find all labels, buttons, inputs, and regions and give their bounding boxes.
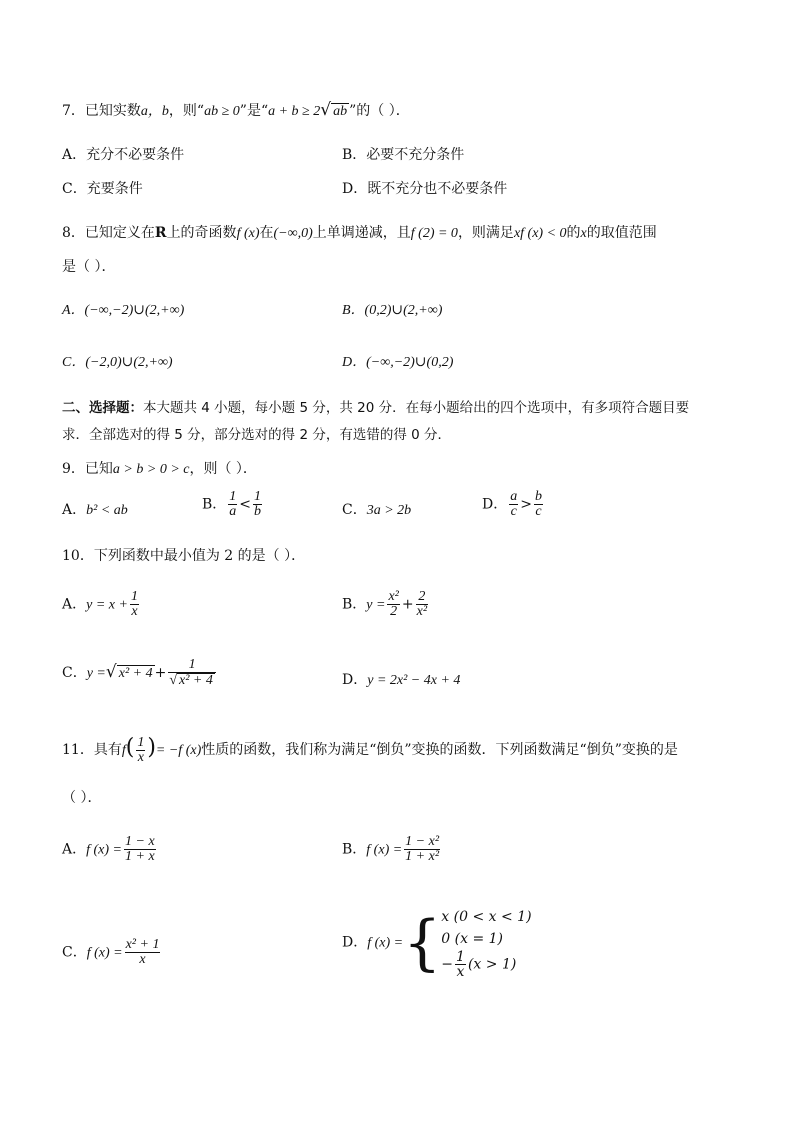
fraction: $\frac{2}{\text{x²}}$	[416, 589, 428, 619]
q7-text: ”是“	[239, 103, 269, 119]
sqrt-symbol: √	[320, 100, 332, 120]
q7-text: ，则“	[168, 103, 205, 119]
q9-text: ，则（ ）．	[189, 461, 257, 477]
q11-option-d[interactable]: D．f (x) ={ x (0 < x < 1) 0 (x = 1) − $\frac{1}{x}$ (x > 1)	[342, 907, 532, 980]
fraction: $\frac{1}{b}$	[254, 489, 262, 519]
q8-f2: f (2) = 0	[410, 226, 458, 241]
q8-ineq: xf (x) < 0	[513, 226, 567, 241]
fraction: $\frac{1}{\text{√ x² + 4}}$	[168, 658, 216, 688]
q7-stem	[62, 100, 410, 120]
q8-interval: (−∞,0)	[273, 226, 313, 241]
q8-option-a[interactable]: A．(−∞,−2)∪(2,+∞)	[62, 303, 185, 318]
q9-text: 9．已知	[62, 461, 113, 477]
q7-text: ”的（ ）．	[349, 103, 410, 119]
fraction: $\frac{\text{1 − x²}}{\text{1 + x²}}$	[405, 834, 440, 864]
option-label: D．	[482, 496, 508, 513]
q8-stem-line2: 是（ ）．	[62, 259, 116, 275]
piecewise-cases: x (0 < x < 1) 0 (x = 1) − $\frac{1}{x}$ (x > 1)	[441, 909, 532, 980]
q8-option-c[interactable]: C．(−2,0)∪(2,+∞)	[62, 355, 173, 370]
fraction: $\frac{1}{x}$	[130, 589, 138, 619]
q8-text: 上的奇函数	[166, 225, 237, 241]
fraction: $\frac{1 - x}{1 + x}$	[125, 834, 155, 864]
section2-text: 本大题共 4 小题，每小题 5 分，共 20 分．在每小题给出的四个选项中，有多项符合题目要	[143, 400, 690, 416]
q8-stem	[62, 222, 657, 242]
q7-radicand: ab	[333, 104, 348, 119]
q7-cond2: a + b ≥ 2	[268, 104, 321, 119]
q8-text: 的	[566, 225, 581, 241]
q10-stem: 10．下列函数中最小值为 2 的是（ ）．	[62, 548, 306, 564]
option-label: A．	[62, 841, 87, 858]
q8-text: 在	[259, 225, 274, 241]
q11-stem: 11．具有f( $\frac{1}{x}$ )= −f (x)性质的函数，我们称为满足“倒负”变换的函数．下列函数满足“倒负”变换的是	[62, 734, 678, 765]
q11-stem-line2: （ ）．	[62, 790, 102, 806]
q8-x: x	[580, 226, 587, 241]
q8-option-b[interactable]: B．(0,2)∪(2,+∞)	[342, 303, 443, 318]
q7-option-a[interactable]: A．充分不必要条件	[62, 147, 185, 163]
q9-option-b[interactable]: B． $\frac{1}{a}$ < $\frac{1}{b}$	[202, 489, 262, 519]
fraction: $\frac{1}{x}$	[137, 734, 145, 765]
q9-cond: a > b > 0 > c	[112, 462, 190, 477]
q9-option-d[interactable]: D． $\frac{a}{c}$ > $\frac{b}{c}$	[482, 489, 542, 519]
sqrt-symbol: √	[105, 662, 117, 682]
option-label: A．	[62, 596, 87, 613]
q7-vars: a，b	[140, 104, 169, 119]
left-brace: {	[403, 907, 442, 978]
fraction: $\frac{b}{c}$	[534, 489, 542, 519]
q9-c-expr: 3a > 2b	[366, 503, 412, 518]
q9-stem	[62, 458, 257, 478]
option-label: B．	[342, 841, 367, 858]
fraction: $\frac{\text{x²}}{2}$	[388, 589, 399, 619]
section2-line2: 求．全部选对的得 5 分，部分选对的得 2 分，有选错的得 0 分．	[62, 427, 452, 443]
q10-option-b[interactable]: B．y = $\frac{\text{x²}}{2}$ + $\frac{2}{\text{x²}}$	[342, 589, 428, 619]
q8-text: 8．已知定义在	[62, 225, 155, 241]
q8-real-set: R	[154, 225, 167, 241]
q10-option-d[interactable]: D．y = 2x² − 4x + 4	[342, 672, 461, 688]
option-label: B．	[342, 596, 367, 613]
fraction: $\frac{\text{x² + 1}}{x}$	[125, 937, 160, 967]
q10-option-a[interactable]: A．y = x + $\frac{1}{x}$	[62, 589, 138, 619]
q10-option-c[interactable]: C．y =√ x² + 4 + $\frac{1}{\text{√ x² + 4}}$	[62, 658, 218, 688]
section2-line1	[62, 396, 689, 416]
q7-cond1: ab ≥ 0	[204, 104, 240, 119]
q7-option-d[interactable]: D．既不充分也不必要条件	[342, 181, 508, 197]
q7-option-b[interactable]: B．必要不充分条件	[342, 147, 465, 163]
fraction: $\frac{1}{x}$	[456, 949, 465, 980]
fraction: $\frac{1}{a}$	[229, 489, 237, 519]
option-label: C．	[342, 502, 367, 518]
q11-text: 性质的函数，我们称为满足“倒负”变换的函数．下列函数满足“倒负”变换的是	[201, 742, 678, 758]
q7-option-c[interactable]: C．充要条件	[62, 181, 143, 197]
q8-fx: f (x)	[236, 226, 260, 241]
option-label: B．	[202, 496, 227, 513]
q9-option-a[interactable]	[62, 499, 128, 519]
q11-option-c[interactable]: C．f (x) = $\frac{\text{x² + 1}}{x}$	[62, 937, 160, 967]
q7-text: 7．已知实数	[62, 103, 141, 119]
option-label: C．	[62, 944, 87, 961]
sqrt-symbol: √	[169, 673, 178, 688]
option-label: C．	[62, 665, 87, 681]
q8-text: 上单调递减，且	[312, 225, 411, 241]
q11-text: 11．具有	[62, 742, 122, 758]
q9-a-expr: b² < ab	[86, 503, 128, 518]
q8-text: 的取值范围	[586, 225, 657, 241]
q8-option-d[interactable]: D．(−∞,−2)∪(0,2)	[342, 355, 454, 370]
option-label: A．	[62, 502, 87, 518]
q9-option-c[interactable]	[342, 499, 411, 519]
q8-text: ，则满足	[457, 225, 514, 241]
q11-option-b[interactable]: B．f (x) = $\frac{\text{1 − x²}}{\text{1 + x²}}$	[342, 834, 440, 864]
option-label: D．	[342, 934, 368, 951]
option-label: D．	[342, 672, 368, 688]
fraction: $\frac{a}{c}$	[510, 489, 518, 519]
q11-option-a[interactable]: A．f (x) = $\frac{1 - x}{1 + x}$	[62, 834, 155, 864]
section2-title: 二、选择题：	[62, 400, 143, 416]
